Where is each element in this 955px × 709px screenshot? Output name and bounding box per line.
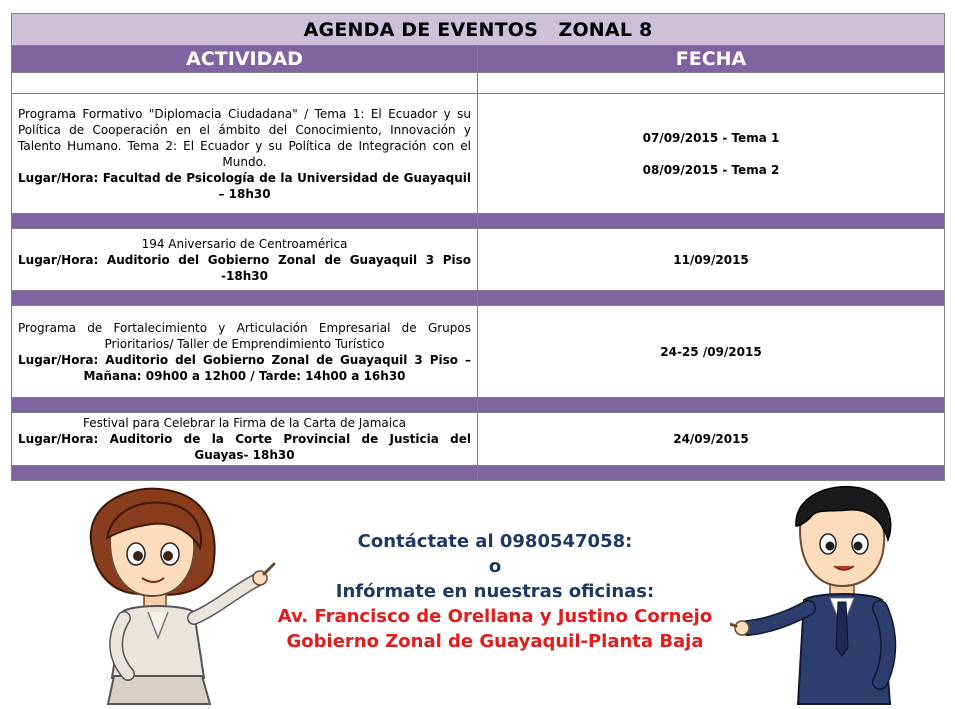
contact-info-line: Infórmate en nuestras oficinas: [335,581,655,602]
column-header-date: FECHA [478,46,945,73]
column-header-activity: ACTIVIDAD [12,46,478,73]
blank-row [12,73,945,94]
event-description: Festival para Celebrar la Firma de la Carta de Jamaica [82,416,407,430]
event-description: Programa Formativo "Diplomacia Ciudadana" / Tema 1: El Ecuador y su Política de Cooperación en el ámbito del Conocimiento, Innovación y Talento Humano. Tema 2: El Ecuador y su Política de Integración con el Mundo. [18,106,471,169]
event-description: 194 Aniversario de Centroamérica [141,236,348,251]
event-date-cell [478,94,945,214]
agenda-title: AGENDA DE EVENTOS ZONAL 8 [12,14,945,46]
event-date: 07/09/2015 - Tema 1 [642,130,780,145]
contact-address-line: Av. Francisco de Orellana y Justino Cornejo [277,606,713,627]
event-place: Lugar/Hora: Auditorio del Gobierno Zonal de Guayaquil 3 Piso -18h30 [18,252,471,283]
event-date-cell [478,229,945,291]
event-activity-cell [12,94,478,214]
event-date-cell [478,306,945,398]
contact-block [230,529,760,654]
event-date-cell [478,413,945,466]
agenda-header-row [12,46,945,73]
event-description: Programa de Fortalecimiento y Articulación Empresarial de Grupos Prioritarios/ Taller de Emprendimiento Turístico [18,320,471,351]
event-activity-cell [12,229,478,291]
agenda-title-row [12,14,945,46]
separator-row [12,291,945,306]
man-cartoon-illustration [730,478,930,706]
event-date: 24/09/2015 [673,432,749,446]
event-row [12,229,945,291]
event-place: Lugar/Hora: Auditorio del Gobierno Zonal de Guayaquil 3 Piso – Mañana: 09h00 a 12h00 / Tarde: 14h00 a 16h30 [18,352,471,383]
separator-row [12,398,945,413]
event-activity-cell [12,413,478,466]
event-date: 11/09/2015 [673,252,749,267]
event-date: 24-25 /09/2015 [660,344,762,359]
event-place: Lugar/Hora: Facultad de Psicología de la Universidad de Guayaquil – 18h30 [18,170,471,201]
contact-or-line: o [488,556,502,577]
event-activity-cell [12,306,478,398]
event-row [12,413,945,466]
separator-row [12,214,945,229]
event-place: Lugar/Hora: Auditorio de la Corte Provincial de Justicia del Guayas- 18h30 [18,432,471,462]
contact-office-line: Gobierno Zonal de Guayaquil-Planta Baja [286,631,704,652]
event-date: 08/09/2015 - Tema 2 [642,162,780,177]
contact-phone-line: Contáctate al 0980547058: [357,531,633,552]
agenda-table [11,13,945,481]
event-row [12,306,945,398]
event-row [12,94,945,214]
